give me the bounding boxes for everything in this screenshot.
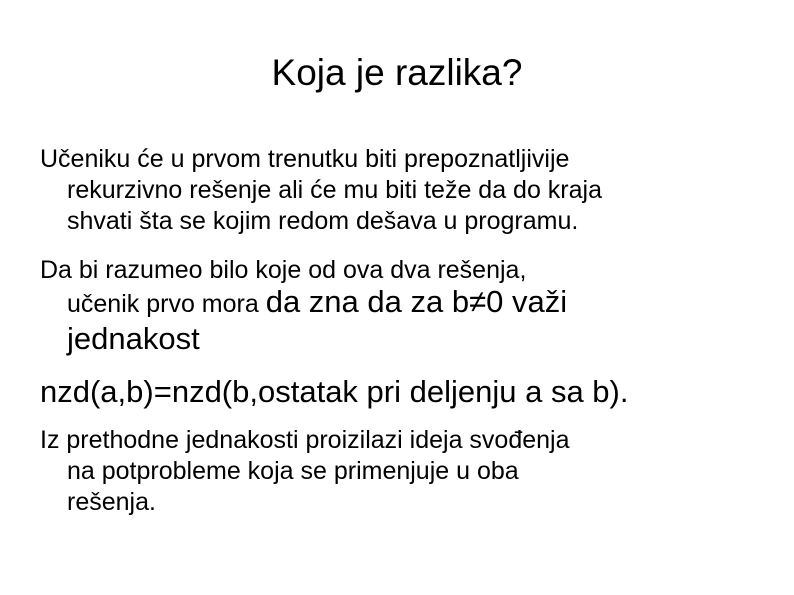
paragraph-line: shvati šta se kojim redom dešava u programu. (67, 207, 579, 235)
gcd-formula: nzd(a,b)=nzd(b,ostatak pri deljenju a sa b). (40, 374, 629, 409)
paragraph-text-large: da zna da za b≠0 važi (265, 284, 568, 319)
paragraph-line: Učeniku će u prvom trenutku biti prepoznatljivije (40, 145, 570, 173)
paragraph-line: Da bi razumeo bilo koje od ova dva rešenja, (40, 256, 527, 284)
paragraph-line (40, 286, 567, 320)
paragraph-line: Iz prethodne jednakosti proizilazi ideja svođenja (40, 426, 570, 454)
paragraph-conclusion (40, 425, 570, 518)
paragraph-understanding (40, 255, 567, 357)
paragraph-recursion-note (40, 144, 602, 237)
paragraph-line: rešenja. (67, 488, 156, 516)
paragraph-text-small: učenik prvo mora (67, 290, 266, 318)
paragraph-line: rekurzivno rešenje ali će mu biti teže da do kraja (67, 176, 602, 204)
slide-title: Koja je razlika? (271, 52, 523, 93)
paragraph-line: jednakost (67, 321, 200, 356)
paragraph-line: na potprobleme koja se primenjuje u oba (67, 457, 519, 485)
